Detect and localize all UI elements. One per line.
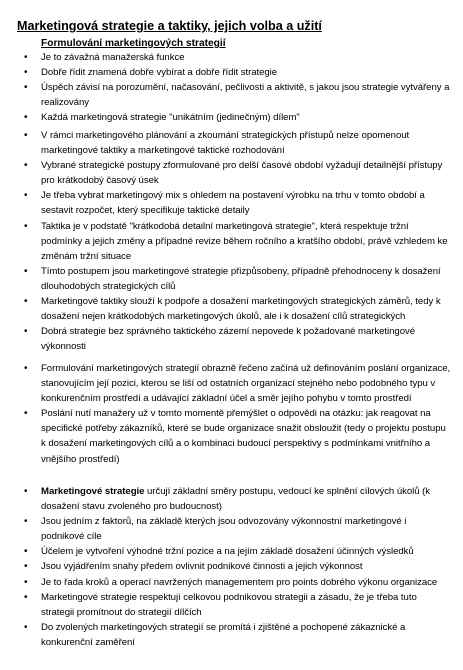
list-item: • Tímto postupem jsou marketingové strategie přizpůsobeny, případně přehodnoceny k dosažení dlouhodobých strategických cílů — [0, 264, 463, 294]
list-item: • Jsou vyjádřením snahy předem ovlivnit podnikové činnosti a jejich výkonnost — [0, 559, 463, 574]
bullet-list-1 — [0, 50, 463, 125]
list-item: • Taktika je v podstatě "krátkodobá detailní marketingová strategie", která respektuje tržní podmínky a jejich změny a případné revize během ročního a kratšího období, právě vzhledem ke změnám tržní situace — [0, 219, 463, 264]
list-item: • Úspěch závisí na porozumění, načasování, pečlivosti a aktivitě, s jakou jsou strategie vytvářeny a realizovány — [0, 80, 463, 110]
list-item: • Poslání nutí manažery už v tomto momentě přemýšlet o odpovědi na otázku: jak reagovat na specifické potřeby zákazníků, které se bude organizace snažit obsloužit (tedy o projektu postupu k dosažení marketingových cílů a o kombinaci budoucí perspektivy s podmínkami vnitřního a vnějšího prostředí) — [0, 406, 463, 466]
bullet-list-4 — [0, 484, 463, 650]
list-item: • Dobrá strategie bez správného taktického zázemí nepovede k požadované marketingové výkonnosti — [0, 324, 463, 354]
list-item: • Jsou jedním z faktorů, na základě kterých jsou odvozovány výkonnostní marketingové i podnikové cíle — [0, 514, 463, 544]
list-item: • Je to závažná manažerská funkce — [0, 50, 463, 65]
list-item: • Je třeba vybrat marketingový mix s ohledem na postavení výrobku na trhu v tomto období a sestavit rozpočet, který specifikuje taktické detaily — [0, 188, 463, 218]
bold-term: Marketingové strategie — [41, 486, 145, 497]
section-subtitle: Formulování marketingových strategií — [41, 38, 226, 49]
list-item: • Je to řada kroků a operací navržených managementem pro points dobrého výkonu organizace — [0, 575, 463, 590]
list-item: • Účelem je vytvoření výhodné tržní pozice a na jejím základě dosažení účinných výsledků — [0, 544, 463, 559]
page-title: Marketingová strategie a taktiky, jejich volba a užití — [17, 19, 322, 33]
list-item: • Formulování marketingových strategií obrazně řečeno začíná už definováním poslání organizace, stanovujícím její pozici, kterou se liší od ostatních organizací stejného nebo podobného typu v konkurenčním prostředí a udávající základní účel a směr jejího pohybu v tomto prostředí — [0, 361, 463, 406]
list-item: • Do zvolených marketingových strategií se promítá i zjištěné a pochopené zákaznické a konkurenční zaměření — [0, 620, 463, 650]
list-item: • Marketingové taktiky slouží k podpoře a dosažení marketingových strategických záměrů, tedy k dosažení nejen krátkodobých marketingových úkolů, ale i k dosažení cílů strategických — [0, 294, 463, 324]
bullet-list-2 — [0, 128, 463, 354]
list-item: • Dobře řídit znamená dobře vybírat a dobře řídit strategie — [0, 65, 463, 80]
list-item: • Marketingové strategie respektují celkovou podnikovou strategii a zásadu, že je třeba tuto strategii promítnout do strategií dílčích — [0, 590, 463, 620]
item-text: určují základní směry postupu, vedoucí ke splnění cílových úkolů (k dosažení stavu zvoleného pro budoucnost) — [41, 486, 431, 513]
list-item: • Každá marketingová strategie "unikátním (jedinečným) dílem" — [0, 110, 463, 125]
list-item: • V rámci marketingového plánování a zkoumání strategických přístupů nelze opomenout marketingové taktiky a marketingové taktické rozhodování — [0, 128, 463, 158]
list-item: • Vybrané strategické postupy zformulované pro delší časové období vyžadují detailnější přístupy pro krátkodobý časový úsek — [0, 158, 463, 188]
list-item — [0, 484, 463, 514]
bullet-list-3 — [0, 361, 463, 467]
